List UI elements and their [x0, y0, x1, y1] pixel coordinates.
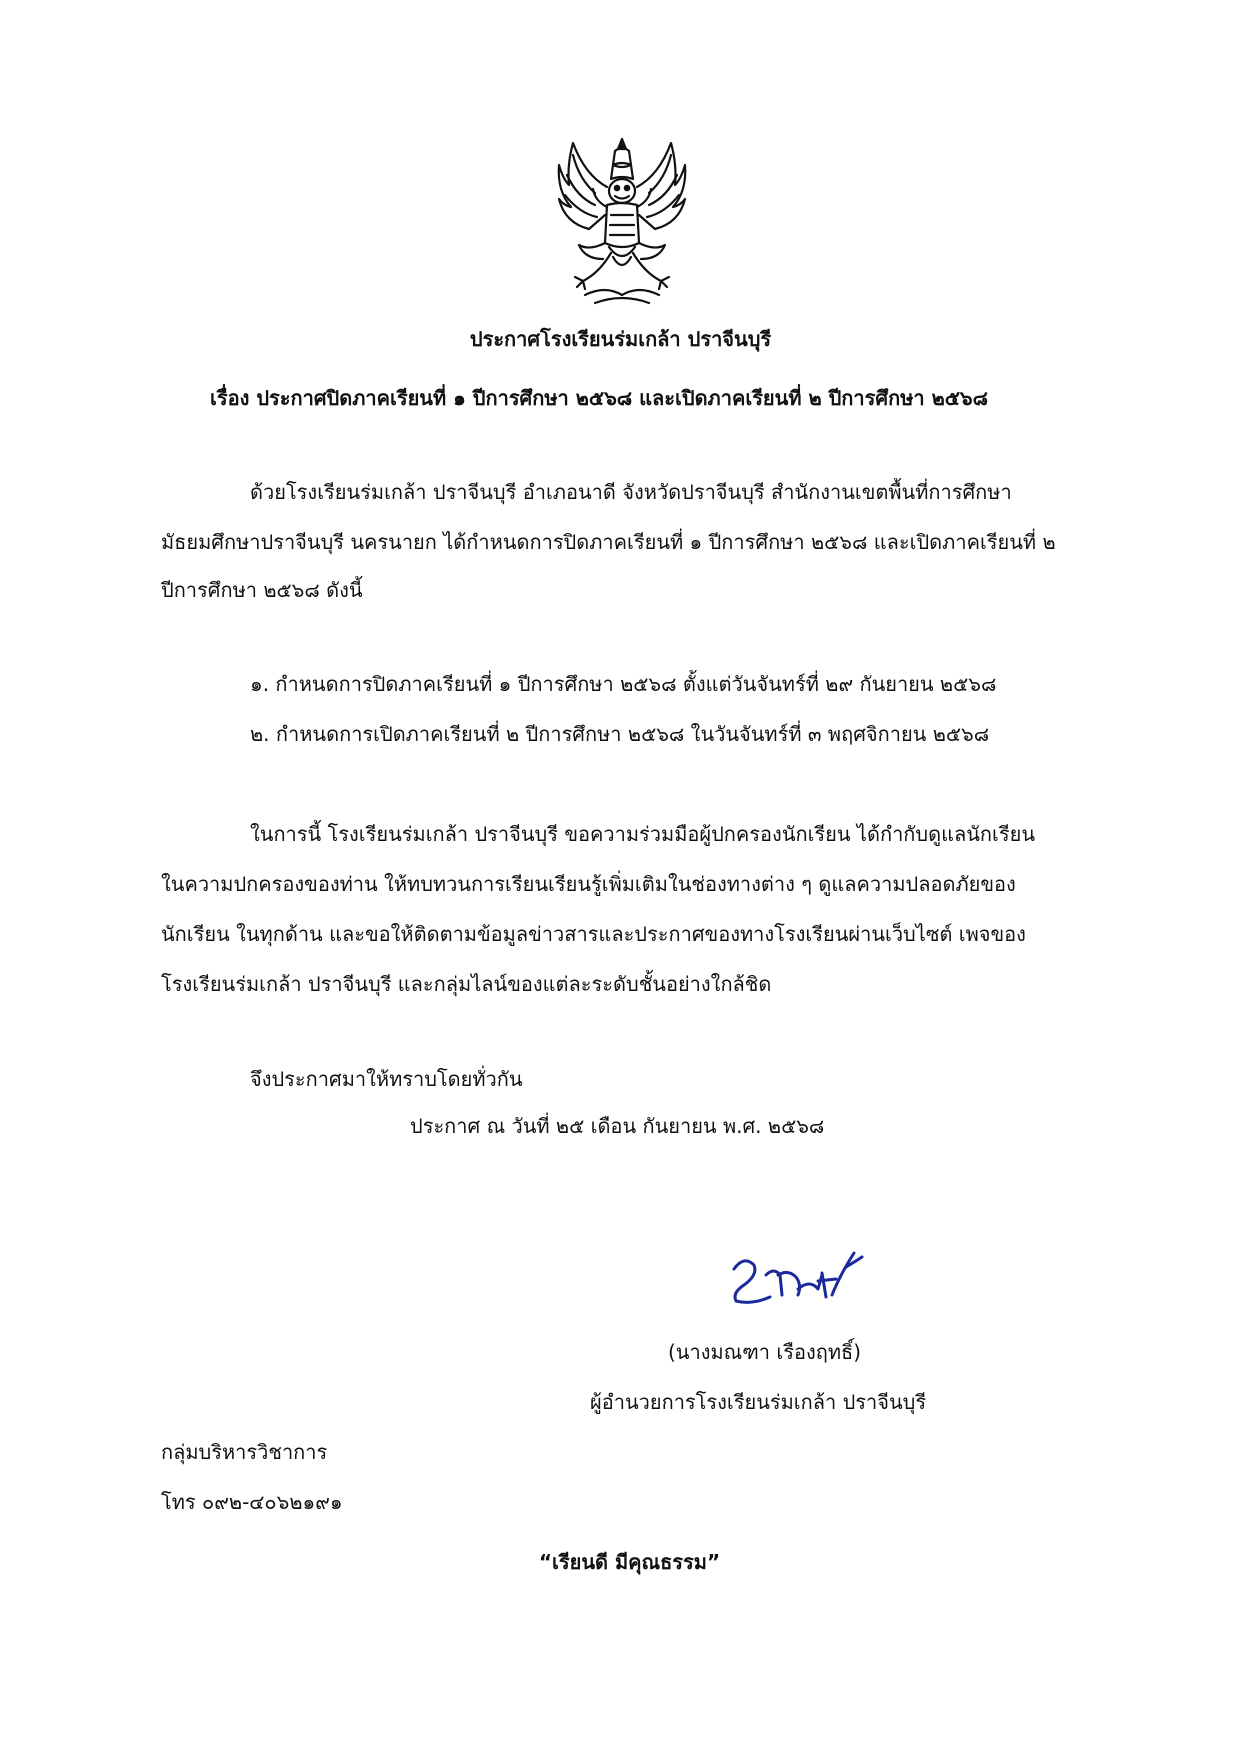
request-line-4: โรงเรียนร่มเกล้า ปราจีนบุรี และกลุ่มไลน์ของแต่ละระดับชั้นอย่างใกล้ชิด — [161, 972, 772, 996]
request-line-2: ในความปกครองของท่าน ให้ทบทวนการเรียนเรียนรู้เพิ่มเติมในช่องทางต่าง ๆ ดูแลความปลอดภัยของ — [161, 872, 1016, 896]
announcement-date: ประกาศ ณ วันที่ ๒๕ เดือน กันยายน พ.ศ. ๒๕๖๘ — [410, 1114, 825, 1138]
signer-name: (นางมณฑา เรืองฤทธิ์) — [668, 1340, 862, 1364]
department-name: กลุ่มบริหารวิชาการ — [161, 1440, 328, 1464]
signer-position: ผู้อำนวยการโรงเรียนร่มเกล้า ปราจีนบุรี — [590, 1390, 927, 1414]
schedule-item-1: ๑. กำหนดการปิดภาคเรียนที่ ๑ ปีการศึกษา ๒๕๖๘ ตั้งแต่วันจันทร์ที่ ๒๙ กันยายน ๒๕๖๘ — [250, 672, 997, 696]
closing-statement: จึงประกาศมาให้ทราบโดยทั่วกัน — [250, 1067, 523, 1091]
handwritten-signature-icon — [722, 1245, 872, 1315]
announcement-title: ประกาศโรงเรียนร่มเกล้า ปราจีนบุรี — [469, 327, 772, 351]
school-motto: “เรียนดี มีคุณธรรม” — [538, 1550, 721, 1574]
intro-line-1: ด้วยโรงเรียนร่มเกล้า ปราจีนบุรี อำเภอนาดี จังหวัดปราจีนบุรี สำนักงานเขตพื้นที่การศึกษา — [250, 480, 1012, 504]
announcement-subject: เรื่อง ประกาศปิดภาคเรียนที่ ๑ ปีการศึกษา ๒๕๖๘ และเปิดภาคเรียนที่ ๒ ปีการศึกษา ๒๕๖๘ — [210, 386, 989, 410]
garuda-emblem-icon — [555, 135, 690, 310]
intro-line-3: ปีการศึกษา ๒๕๖๘ ดังนี้ — [161, 578, 363, 602]
request-line-3: นักเรียน ในทุกด้าน และขอให้ติดตามข้อมูลข่าวสารและประกาศของทางโรงเรียนผ่านเว็บไซต์ เพจของ — [161, 922, 1026, 946]
schedule-item-2: ๒. กำหนดการเปิดภาคเรียนที่ ๒ ปีการศึกษา ๒๕๖๘ ในวันจันทร์ที่ ๓ พฤศจิกายน ๒๕๖๘ — [250, 722, 990, 746]
intro-line-2: มัธยมศึกษาปราจีนบุรี นครนายก ได้กำหนดการปิดภาคเรียนที่ ๑ ปีการศึกษา ๒๕๖๘ และเปิดภาคเรียนที่ ๒ — [161, 530, 1056, 554]
contact-phone: โทร ๐๙๒-๔๐๖๒๑๙๑ — [161, 1490, 343, 1514]
request-line-1: ในการนี้ โรงเรียนร่มเกล้า ปราจีนบุรี ขอความร่วมมือผู้ปกครองนักเรียน ได้กำกับดูแลนักเรียน — [250, 822, 1035, 846]
